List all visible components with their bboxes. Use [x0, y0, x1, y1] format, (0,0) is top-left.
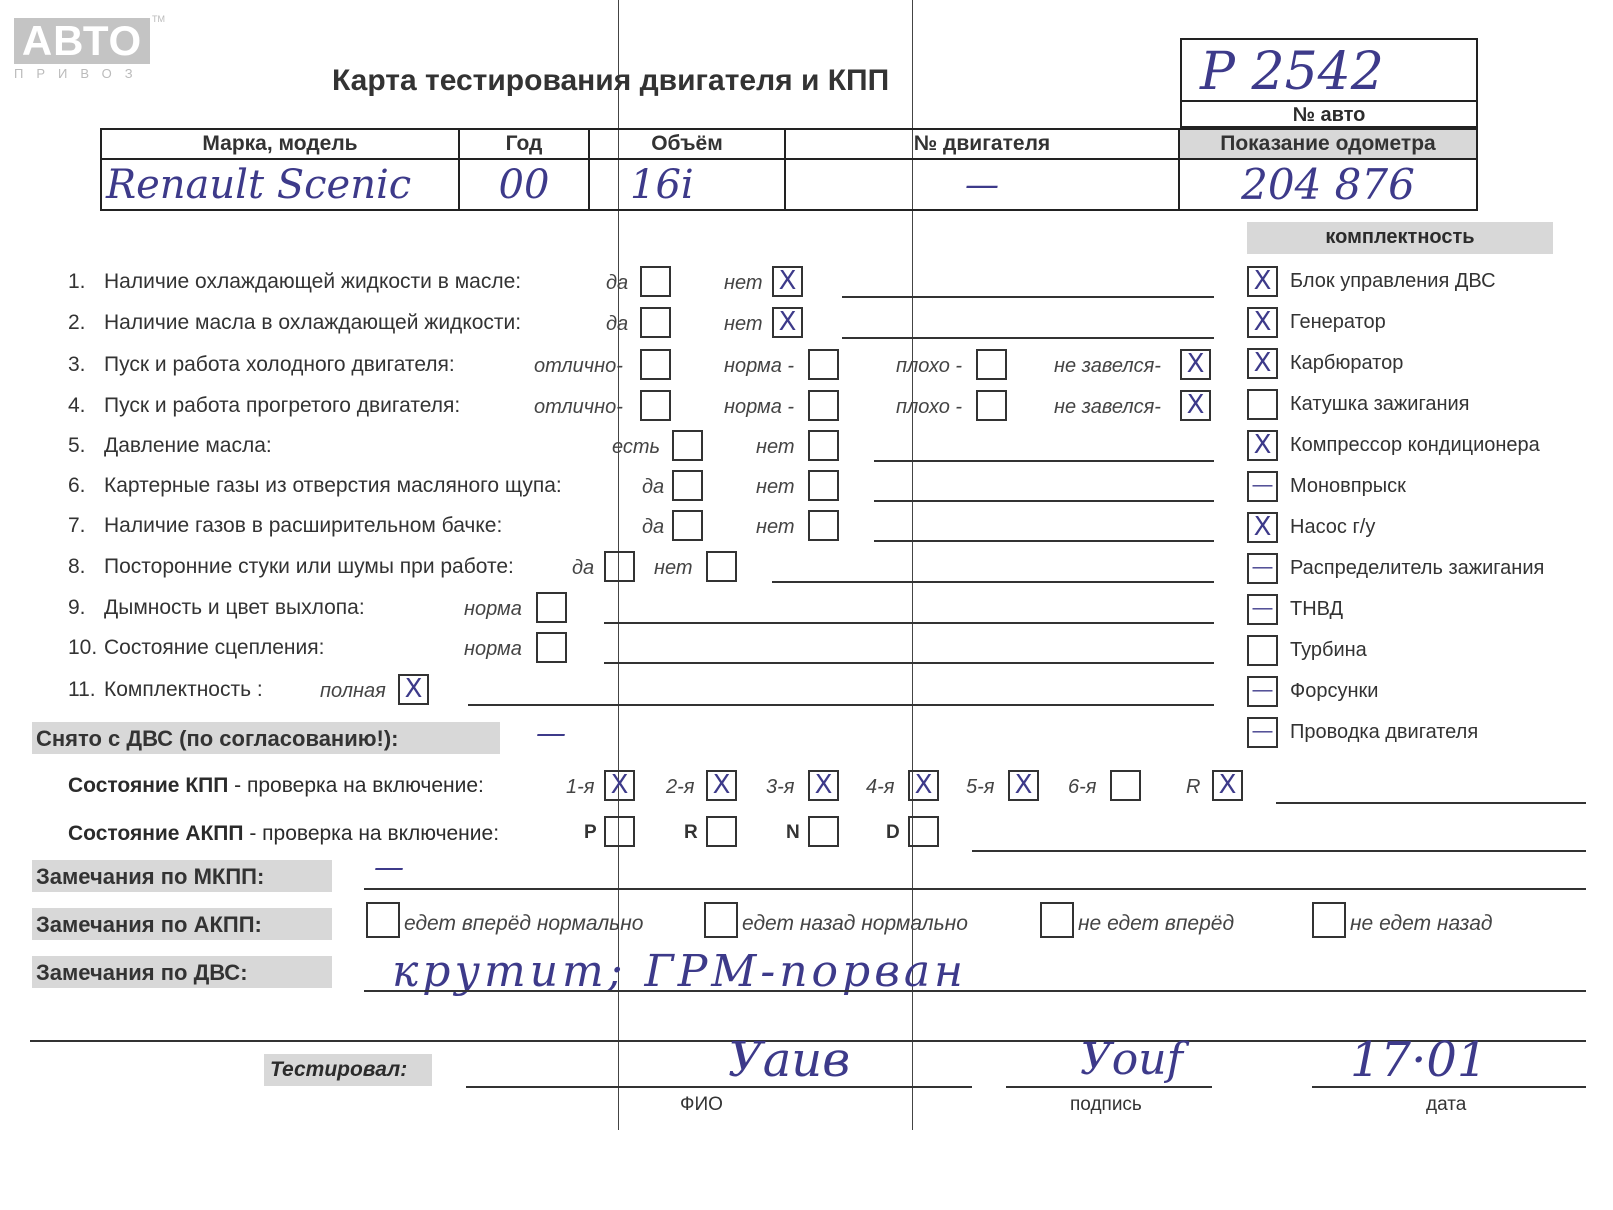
checkbox-akpp-no-forward[interactable]	[1040, 902, 1074, 938]
checkbox-komp-carburetor[interactable]	[1247, 348, 1278, 379]
option-label: есть	[612, 436, 661, 458]
question-num: 1.	[68, 270, 86, 293]
option-label: да	[642, 516, 665, 538]
answer-line	[364, 990, 1586, 992]
col-make-model: Марка, модель	[202, 132, 358, 155]
checkbox-q2-yes[interactable]	[640, 307, 671, 338]
removed-value: —	[536, 716, 566, 751]
remarks-mkpp-label: Замечания по МКПП:	[36, 864, 265, 889]
checkbox-komp-tnvd[interactable]	[1247, 594, 1278, 625]
checkbox-akpp-reverse-ok[interactable]	[704, 902, 738, 938]
answer-line	[972, 850, 1586, 852]
col-odometer: Показание одометра	[1220, 132, 1436, 155]
option-label: полная	[320, 680, 386, 702]
question-text: Наличие масла в охлаждающей жидкости:	[104, 311, 522, 334]
make-model-value: Renault Scenic	[106, 161, 412, 208]
akpp-mode-label: P	[584, 822, 597, 843]
option-label: нет	[724, 313, 763, 335]
akpp-remark-option: едет вперёд нормально	[404, 912, 644, 935]
option-label: отлично-	[534, 355, 623, 377]
question-text: Состояние сцепления:	[104, 636, 325, 659]
gear-label: 4-я	[866, 776, 895, 798]
gear-label: 3-я	[766, 776, 795, 798]
checkbox-akpp-no-reverse[interactable]	[1312, 902, 1346, 938]
checkbox-komp-turbine[interactable]	[1247, 635, 1278, 666]
question-num: 5.	[68, 434, 86, 457]
checkbox-gear-r[interactable]	[1212, 770, 1243, 801]
answer-line	[874, 460, 1214, 462]
checkbox-q4-not-started[interactable]	[1180, 390, 1211, 421]
vehicle-header-table	[100, 128, 1478, 211]
tested-label: Тестировал:	[270, 1058, 408, 1081]
option-label: норма -	[724, 355, 795, 377]
komp-label: ТНВД	[1290, 598, 1344, 620]
signature: Уоиf	[1080, 1034, 1183, 1085]
checkbox-q9-normal[interactable]	[536, 592, 567, 623]
caption-signature: подпись	[1070, 1094, 1142, 1115]
checkbox-komp-wiring[interactable]	[1247, 717, 1278, 748]
answer-line	[772, 581, 1214, 583]
volume-value: 16i	[630, 161, 694, 208]
remarks-mkpp-value: —	[374, 850, 404, 885]
checkbox-akpp-forward-ok[interactable]	[366, 902, 400, 938]
komp-label: Форсунки	[1290, 680, 1379, 702]
option-label: не завелся-	[1054, 396, 1161, 418]
option-label: плохо -	[896, 396, 963, 418]
checkbox-komp-generator[interactable]	[1247, 307, 1278, 338]
option-label: нет	[724, 272, 763, 294]
komp-label: Распределитель зажигания	[1290, 557, 1545, 579]
checkbox-q5-no[interactable]	[808, 430, 839, 461]
question-num: 11.	[68, 678, 96, 701]
option-label: да	[606, 313, 629, 335]
caption-date: дата	[1426, 1094, 1467, 1115]
question-text: Наличие газов в расширительном бачке:	[104, 514, 503, 537]
col-year: Год	[505, 132, 543, 155]
checkbox-q4-excellent[interactable]	[640, 390, 671, 421]
answer-line	[468, 704, 1214, 706]
checkbox-gear-1[interactable]	[604, 770, 635, 801]
komplektnost-title: комплектность	[1325, 226, 1475, 248]
answer-line	[842, 296, 1214, 298]
akpp-label: Состояние АКПП - проверка на включение:	[68, 822, 500, 845]
komp-label: Блок управления ДВС	[1290, 270, 1496, 292]
option-label: нет	[756, 516, 795, 538]
checkbox-q3-normal[interactable]	[808, 349, 839, 380]
checkbox-komp-ecu[interactable]	[1247, 266, 1278, 297]
kpp-label: Состояние КПП - проверка на включение:	[68, 774, 484, 797]
question-text: Посторонние стуки или шумы при работе:	[104, 555, 514, 578]
option-label: да	[642, 476, 665, 498]
checkbox-akpp-r[interactable]	[706, 816, 737, 847]
checkbox-q3-not-started[interactable]	[1180, 349, 1211, 380]
akpp-remark-option: не едет вперёд	[1078, 912, 1235, 935]
option-label: нет	[756, 436, 795, 458]
question-num: 2.	[68, 311, 86, 334]
komp-label: Компрессор кондиционера	[1290, 434, 1540, 456]
remarks-akpp-label: Замечания по АКПП:	[36, 912, 262, 937]
option-label: плохо -	[896, 355, 963, 377]
answer-line	[604, 622, 1214, 624]
question-num: 7.	[68, 514, 86, 537]
checkbox-q1-no[interactable]	[772, 266, 803, 297]
checkbox-q6-yes[interactable]	[672, 470, 703, 501]
checkbox-q3-excellent[interactable]	[640, 349, 671, 380]
checkbox-akpp-d[interactable]	[908, 816, 939, 847]
gear-label: 2-я	[666, 776, 695, 798]
answer-line	[604, 662, 1214, 664]
answer-line	[874, 500, 1214, 502]
komp-label: Генератор	[1290, 311, 1386, 333]
gear-label: 5-я	[966, 776, 995, 798]
car-number-box	[1180, 38, 1478, 128]
car-number-value: P 2542	[1200, 42, 1384, 102]
question-text: Наличие охлаждающей жидкости в масле:	[104, 270, 522, 293]
test-date: 17·01	[1350, 1032, 1488, 1088]
option-label: нет	[654, 557, 693, 579]
page-title: Карта тестирования двигателя и КПП	[332, 64, 890, 97]
trademark: TM	[152, 14, 165, 24]
komp-label: Насос г/у	[1290, 516, 1376, 538]
question-text: Картерные газы из отверстия масляного щупа:	[104, 474, 562, 497]
option-label: да	[606, 272, 629, 294]
checkbox-q2-no[interactable]	[772, 307, 803, 338]
komp-label: Проводка двигателя	[1290, 721, 1479, 743]
checkbox-akpp-n[interactable]	[808, 816, 839, 847]
checkbox-q3-bad[interactable]	[976, 349, 1007, 380]
question-num: 8.	[68, 555, 86, 578]
question-text: Комплектность :	[104, 678, 263, 701]
gear-label: 6-я	[1068, 776, 1097, 798]
gear-label: R	[1186, 776, 1201, 798]
checkbox-q8-no[interactable]	[706, 551, 737, 582]
komp-label: Моновпрыск	[1290, 475, 1406, 497]
option-label: нет	[756, 476, 795, 498]
checkbox-q4-bad[interactable]	[976, 390, 1007, 421]
col-engine-no: № двигателя	[913, 132, 1051, 155]
checkbox-komp-injectors[interactable]	[1247, 676, 1278, 707]
checkbox-akpp-p[interactable]	[604, 816, 635, 847]
question-text: Давление масла:	[104, 434, 272, 457]
car-number-label: № авто	[1292, 104, 1366, 126]
akpp-mode-label: R	[684, 822, 698, 843]
answer-line	[842, 337, 1214, 339]
gear-label: 1-я	[566, 776, 595, 798]
checkbox-gear-3[interactable]	[808, 770, 839, 801]
checkbox-q4-normal[interactable]	[808, 390, 839, 421]
checkbox-q10-normal[interactable]	[536, 632, 567, 663]
akpp-remark-option: не едет назад	[1350, 912, 1493, 935]
logo: АВТО	[14, 18, 150, 64]
tested-name: Уаив	[728, 1032, 851, 1088]
question-num: 4.	[68, 394, 86, 417]
name-line	[466, 1086, 972, 1088]
komp-label: Карбюратор	[1290, 352, 1404, 374]
question-num: 10.	[68, 636, 98, 659]
question-text: Дымность и цвет выхлопа:	[104, 596, 365, 619]
akpp-mode-label: D	[886, 822, 900, 843]
checkbox-gear-5[interactable]	[1008, 770, 1039, 801]
logo-subtitle: ПРИВОЗ	[14, 66, 146, 81]
option-label: не завелся-	[1054, 355, 1161, 377]
answer-line	[1276, 802, 1586, 804]
remarks-dvs-value: крутит; ГРМ-порван	[392, 946, 968, 997]
col-volume: Объём	[651, 132, 723, 155]
komp-label: Катушка зажигания	[1290, 393, 1470, 415]
checkbox-q8-yes[interactable]	[604, 551, 635, 582]
checkbox-q6-no[interactable]	[808, 470, 839, 501]
checkbox-komp-distributor[interactable]	[1247, 553, 1278, 584]
answer-line	[364, 888, 1586, 890]
checkbox-komp-monoinjection[interactable]	[1247, 471, 1278, 502]
odometer-value: 204 876	[1241, 160, 1415, 209]
caption-name: ФИО	[680, 1094, 723, 1115]
removed-label: Снято с ДВС (по согласованию!):	[36, 726, 399, 751]
checkbox-q11-full[interactable]	[398, 674, 429, 705]
komp-label: Турбина	[1290, 639, 1367, 661]
checkbox-komp-ignition-coil[interactable]	[1247, 389, 1278, 420]
checkbox-gear-6[interactable]	[1110, 770, 1141, 801]
checkbox-q5-yes[interactable]	[672, 430, 703, 461]
option-label: норма	[464, 638, 522, 660]
answer-line	[874, 540, 1214, 542]
option-label: норма -	[724, 396, 795, 418]
checkbox-komp-ps-pump[interactable]	[1247, 512, 1278, 543]
checkbox-q1-yes[interactable]	[640, 266, 671, 297]
year-value: 00	[498, 161, 550, 208]
checkbox-gear-4[interactable]	[908, 770, 939, 801]
question-num: 6.	[68, 474, 86, 497]
engine-no-value: —	[965, 164, 999, 205]
option-label: норма	[464, 598, 522, 620]
checkbox-q7-yes[interactable]	[672, 510, 703, 541]
question-num: 3.	[68, 353, 86, 376]
remarks-dvs-label: Замечания по ДВС:	[36, 960, 248, 985]
signature-line	[1006, 1086, 1212, 1088]
akpp-mode-label: N	[786, 822, 800, 843]
option-label: отлично-	[534, 396, 623, 418]
date-line	[1312, 1086, 1586, 1088]
question-text: Пуск и работа прогретого двигателя:	[104, 394, 461, 417]
checkbox-gear-2[interactable]	[706, 770, 737, 801]
checkbox-komp-ac-compressor[interactable]	[1247, 430, 1278, 461]
option-label: да	[572, 557, 595, 579]
akpp-remark-option: едет назад нормально	[742, 912, 968, 935]
question-num: 9.	[68, 596, 86, 619]
checkbox-q7-no[interactable]	[808, 510, 839, 541]
question-text: Пуск и работа холодного двигателя:	[104, 353, 455, 376]
